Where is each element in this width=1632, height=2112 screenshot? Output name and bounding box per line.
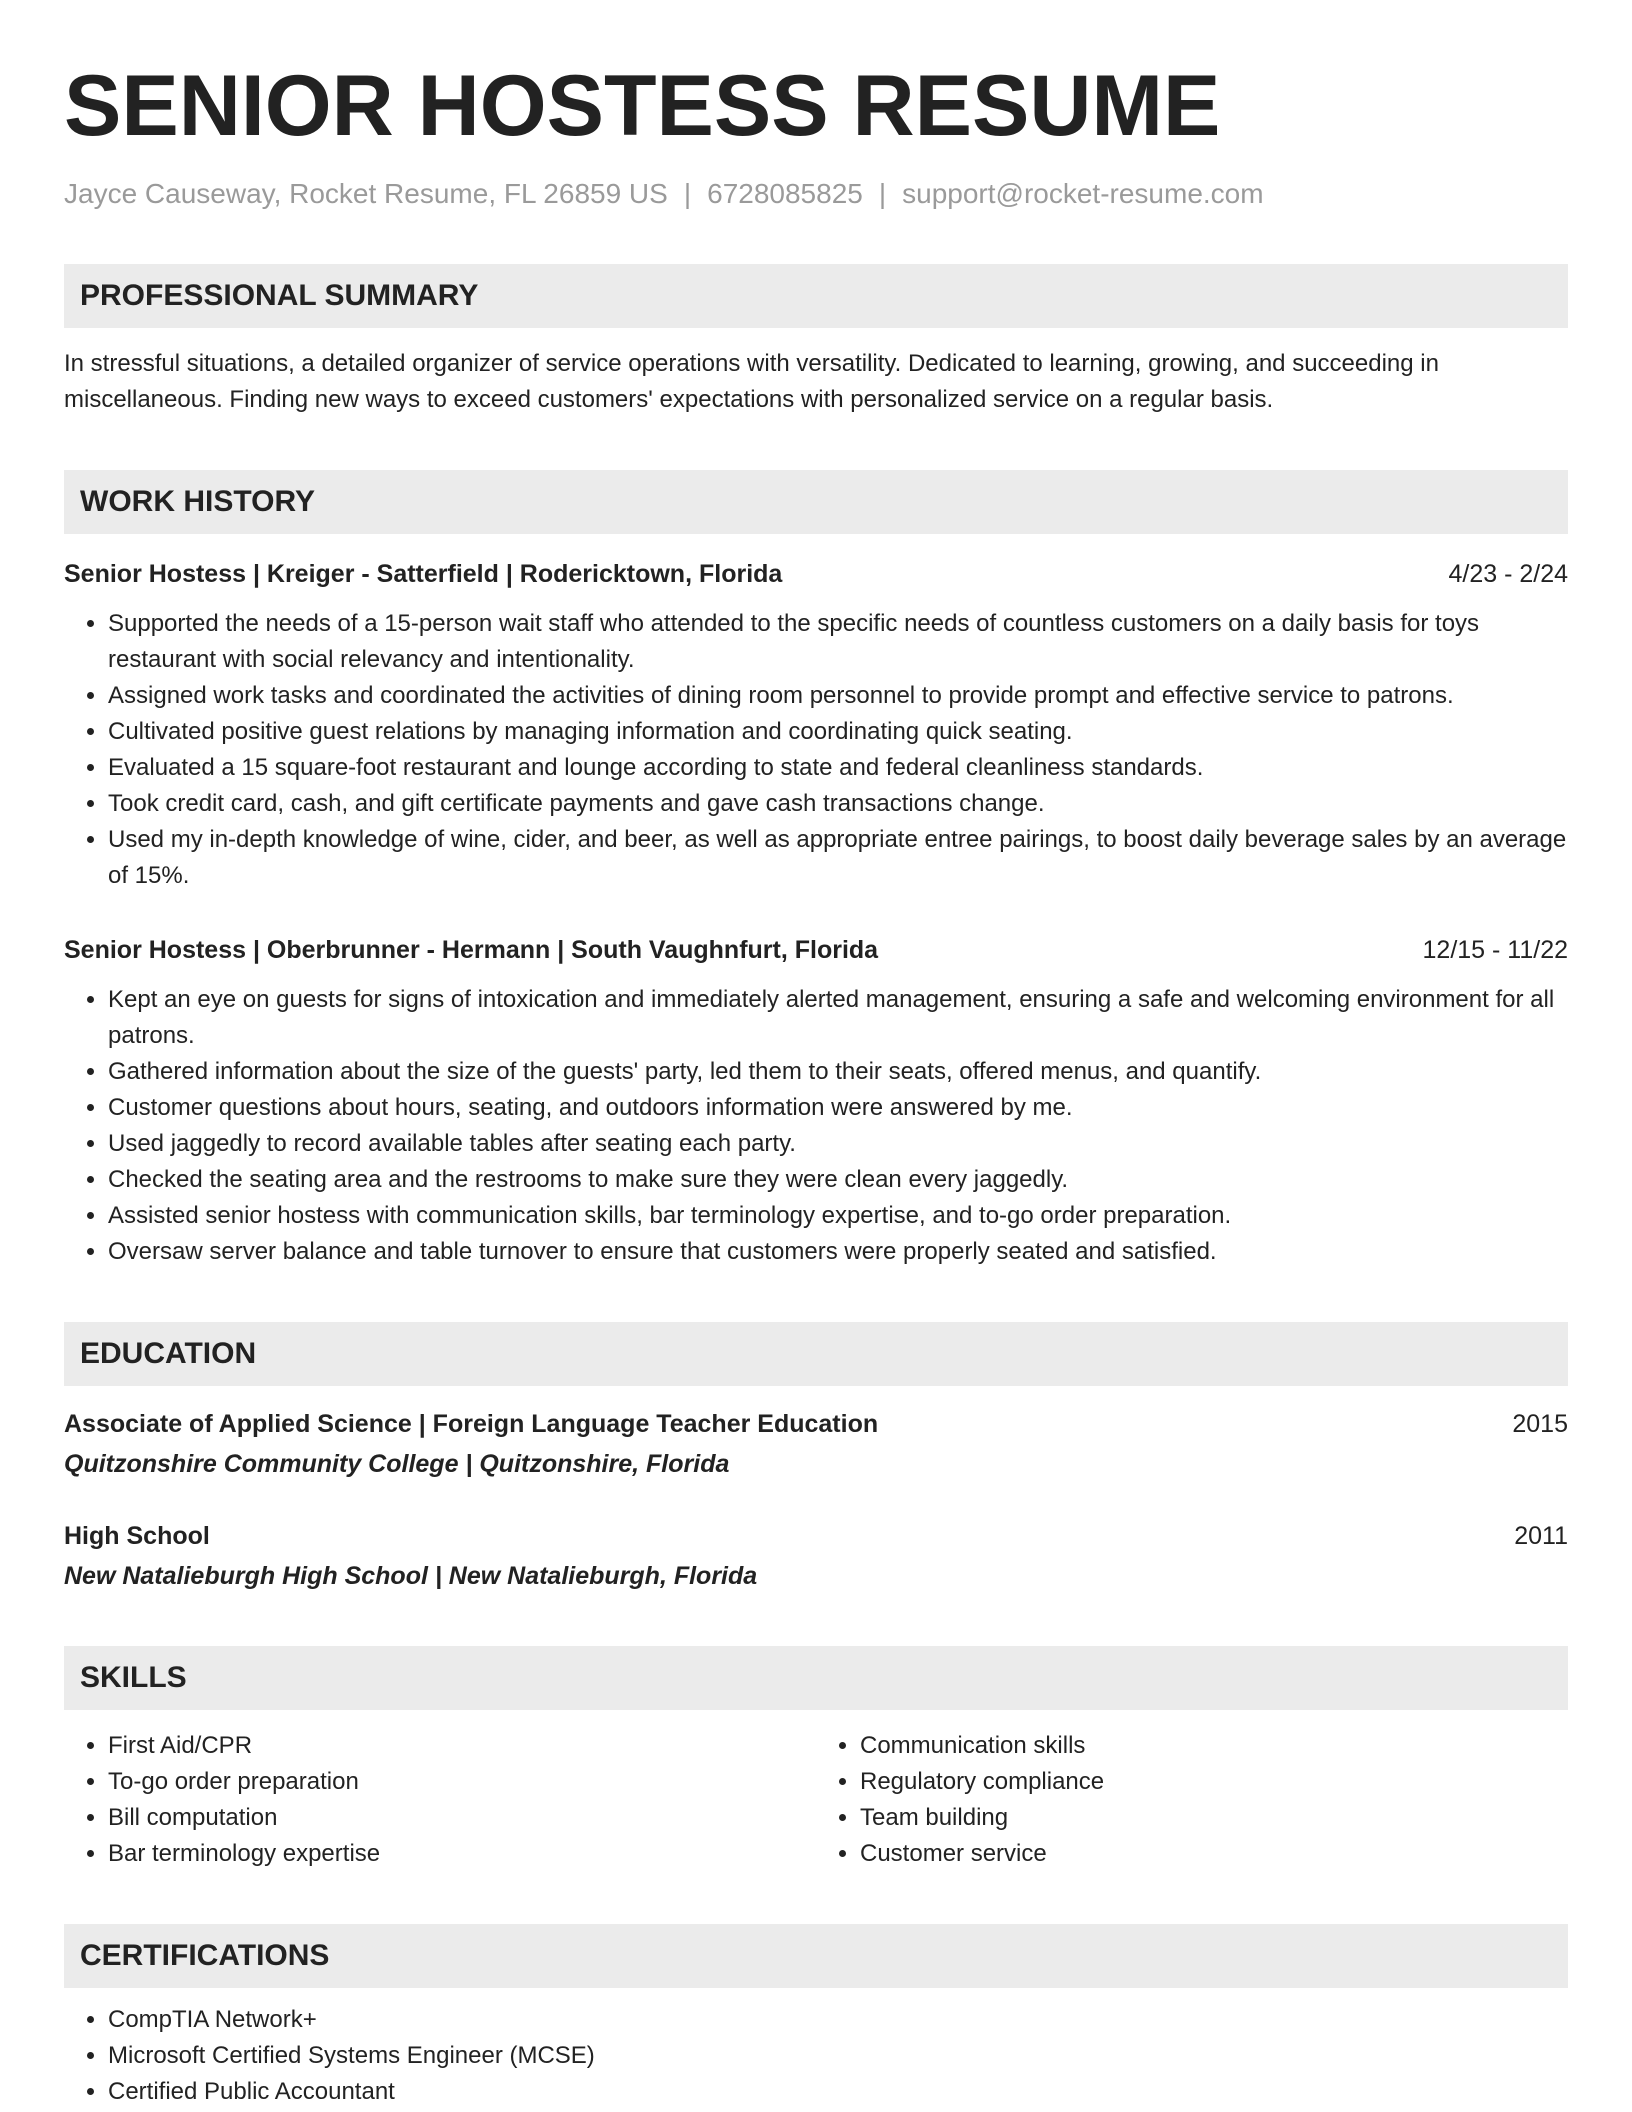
job-dates: 12/15 - 11/22 (1422, 936, 1568, 964)
list-item: • Assisted senior hostess with communication skills, bar terminology expertise, and to-go order preparation. (108, 1198, 1568, 1234)
list-item: • Used my in-depth knowledge of wine, cider, and beer, as well as appropriate entree pairings, to boost daily beverage sales by an average of 15%. (108, 822, 1568, 894)
list-item: • Used jaggedly to record available tables after seating each party. (108, 1126, 1568, 1162)
job-dates: 4/23 - 2/24 (1448, 560, 1568, 588)
list-item: • Microsoft Certified Systems Engineer (MCSE) (108, 2038, 1568, 2074)
education-school: Quitzonshire Community College | Quitzonshire, Florida (64, 1450, 730, 1478)
list-item: • Customer questions about hours, seating, and outdoors information were answered by me. (108, 1090, 1568, 1126)
list-item: • Assigned work tasks and coordinated the activities of dining room personnel to provide prompt and effective service to patrons. (108, 678, 1568, 714)
education-header (64, 1518, 1568, 1554)
list-item: • Gathered information about the size of the guests' party, led them to their seats, offered menus, and quantify. (108, 1054, 1568, 1090)
list-item: • Cultivated positive guest relations by managing information and coordinating quick seating. (108, 714, 1568, 750)
job-bullets (64, 606, 1568, 894)
list-item: • To-go order preparation (108, 1764, 816, 1800)
list-item: • Team building (860, 1800, 1568, 1836)
job-header (64, 932, 1568, 968)
section-header-summary: PROFESSIONAL SUMMARY (64, 264, 1568, 328)
section-header-work-history: WORK HISTORY (64, 470, 1568, 534)
skills-list-left (64, 1728, 816, 1872)
list-item: • Took credit card, cash, and gift certificate payments and gave cash transactions change. (108, 786, 1568, 822)
resume-title: SENIOR HOSTESS RESUME (64, 58, 1221, 154)
job-title: Senior Hostess | Oberbrunner - Hermann | South Vaughnfurt, Florida (64, 936, 879, 964)
list-item: • Communication skills (860, 1728, 1568, 1764)
contact-address: Jayce Causeway, Rocket Resume, FL 26859 US (64, 178, 668, 209)
job-title: Senior Hostess | Kreiger - Satterfield | Rodericktown, Florida (64, 560, 783, 588)
list-item: • Supported the needs of a 15-person wait staff who attended to the specific needs of countless customers on a daily basis for toys restaurant with social relevancy and intentionality. (108, 606, 1568, 678)
list-item: • Oversaw server balance and table turnover to ensure that customers were properly seated and satisfied. (108, 1234, 1568, 1270)
education-entry (64, 1406, 1568, 1482)
list-item: • Evaluated a 15 square-foot restaurant and lounge according to state and federal cleanliness standards. (108, 750, 1568, 786)
list-item: • Bill computation (108, 1800, 816, 1836)
contact-separator: | (683, 178, 692, 209)
education-header (64, 1406, 1568, 1442)
job-header (64, 556, 1568, 592)
list-item: • Bar terminology expertise (108, 1836, 816, 1872)
section-header-education: EDUCATION (64, 1322, 1568, 1386)
list-item: • CompTIA Network+ (108, 2002, 1568, 2038)
contact-email[interactable]: support@rocket-resume.com (902, 178, 1264, 209)
summary-text: In stressful situations, a detailed organizer of service operations with versatility. Dedicated to learning, growing, and succeeding in miscellaneous. Finding new ways to exceed customers' expectations with personalized service on a regular basis. (64, 350, 1439, 413)
skills-grid (64, 1728, 1568, 1872)
skills-list-right (816, 1728, 1568, 1872)
list-item: • Customer service (860, 1836, 1568, 1872)
education-entry (64, 1518, 1568, 1594)
job-entry (64, 932, 1568, 1270)
education-degree: Associate of Applied Science | Foreign Language Teacher Education (64, 1410, 879, 1438)
list-item: • Checked the seating area and the restrooms to make sure they were clean every jaggedly. (108, 1162, 1568, 1198)
education-school: New Natalieburgh High School | New Natalieburgh, Florida (64, 1562, 758, 1590)
education-degree: High School (64, 1522, 210, 1550)
education-year: 2015 (1512, 1410, 1568, 1438)
section-header-skills: SKILLS (64, 1646, 1568, 1710)
contact-separator: | (878, 178, 887, 209)
list-item: • Regulatory compliance (860, 1764, 1568, 1800)
contact-line (64, 176, 1568, 212)
contact-phone[interactable]: 6728085825 (707, 178, 863, 209)
list-item: • Kept an eye on guests for signs of intoxication and immediately alerted management, ensuring a safe and welcoming environment for all patrons. (108, 982, 1568, 1054)
job-bullets (64, 982, 1568, 1270)
section-header-certifications: CERTIFICATIONS (64, 1924, 1568, 1988)
education-year: 2011 (1514, 1522, 1568, 1550)
certifications-list (64, 2002, 1568, 2110)
list-item: • First Aid/CPR (108, 1728, 816, 1764)
job-entry (64, 556, 1568, 894)
list-item: • Certified Public Accountant (108, 2074, 1568, 2110)
